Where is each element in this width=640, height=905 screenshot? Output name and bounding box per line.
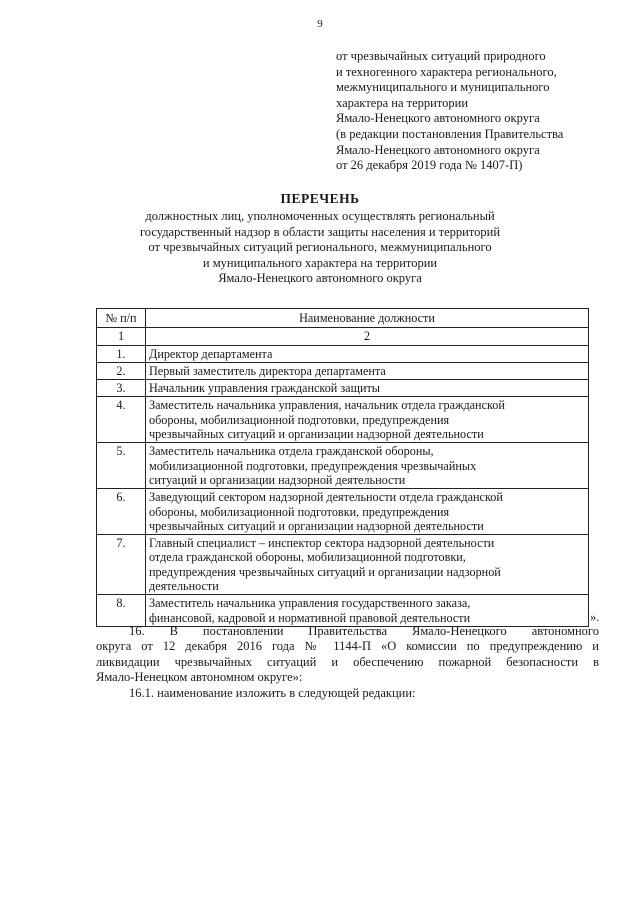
header-note-line: (в редакции постановления Правительства: [336, 126, 564, 141]
page-number: 9: [317, 18, 323, 30]
position-name-line: Заместитель начальника отдела гражданской обороны,: [149, 444, 434, 459]
row-number: 8.: [97, 595, 146, 627]
document-subtitle: [0, 209, 640, 287]
subtitle-line: и муниципального характера на территории: [202, 255, 438, 270]
row-number: 2.: [97, 362, 146, 379]
header-note-line: от 26 декабря 2019 года № 1407-П): [336, 158, 523, 173]
position-name: [146, 345, 589, 362]
row-number: 3.: [97, 380, 146, 397]
header-note-line: Ямало-Ненецкого автономного округа: [336, 111, 540, 126]
position-name-line: Директор департамента: [149, 346, 273, 361]
row-number: 1.: [97, 345, 146, 362]
header-note-line: и техногенного характера регионального,: [336, 64, 557, 79]
position-name: [146, 362, 589, 379]
position-name-line: Заведующий сектором надзорной деятельности отдела гражданской: [149, 490, 503, 505]
position-name-line: отдела гражданской обороны, мобилизационной подготовки,: [149, 550, 466, 565]
closing-quote: ».: [590, 610, 600, 624]
column-header-position: Наименование должности: [146, 309, 589, 328]
position-name-line: чрезвычайных ситуаций и организации надзорной деятельности: [149, 427, 484, 442]
row-number: 4.: [97, 397, 146, 443]
position-name-line: Заместитель начальника управления государственного заказа,: [149, 596, 471, 611]
paragraph-16-line: ликвидации чрезвычайных ситуаций и обеспечению пожарной безопасности в: [96, 654, 599, 669]
index-cell: 2: [146, 328, 589, 345]
position-name-line: обороны, мобилизационной подготовки, предупреждения: [149, 504, 450, 519]
subtitle-line: должностных лиц, уполномоченных осуществлять региональный: [145, 209, 495, 223]
position-name: [146, 397, 589, 443]
row-number: 7.: [97, 535, 146, 595]
header-note-line: Ямало-Ненецкого автономного округа: [336, 142, 540, 157]
subtitle-line: Ямало-Ненецкого автономного округа: [218, 271, 422, 285]
row-number: 6.: [97, 489, 146, 535]
position-name: [146, 380, 589, 397]
header-note-line: характера на территории: [336, 95, 469, 110]
table-row: [97, 345, 589, 362]
body-text: [96, 624, 599, 701]
subtitle-line: государственный надзор в области защиты населения и территорий: [139, 224, 501, 239]
table-header-row: [97, 309, 589, 328]
position-name-line: Первый заместитель директора департамента: [149, 363, 386, 378]
index-cell: 1: [97, 328, 146, 345]
paragraph-16-1: 16.1. наименование изложить в следующей редакции:: [129, 685, 416, 700]
position-name-line: Главный специалист – инспектор сектора надзорной деятельности: [149, 536, 495, 551]
table-row: [97, 595, 589, 627]
position-name: [146, 535, 589, 595]
table-row: [97, 397, 589, 443]
paragraph-16-line: Ямало-Ненецком автономном округе»:: [96, 670, 303, 685]
table-row: [97, 489, 589, 535]
subtitle-line: от чрезвычайных ситуаций регионального, межмуниципального: [148, 240, 492, 254]
table-row: [97, 535, 589, 595]
position-name-line: Начальник управления гражданской защиты: [149, 381, 380, 396]
position-name-line: мобилизационной подготовки, предупреждения чрезвычайных: [149, 458, 477, 473]
position-name-line: ситуаций и организации надзорной деятельности: [149, 472, 406, 487]
column-header-number: № п/п: [97, 309, 146, 328]
table-row: [97, 362, 589, 379]
paragraph-16-line: округа от 12 декабря 2016 года № 1144-П «О комиссии по предупреждению и: [96, 639, 599, 654]
positions-table: [96, 308, 589, 627]
table-row: [97, 443, 589, 489]
table-row: [97, 380, 589, 397]
header-note-line: от чрезвычайных ситуаций природного: [336, 49, 546, 63]
row-number: 5.: [97, 443, 146, 489]
position-name: [146, 489, 589, 535]
position-name-line: финансовой, кадровой и нормативной правовой деятельности: [149, 610, 471, 625]
position-name-line: обороны, мобилизационной подготовки, предупреждения: [149, 412, 450, 427]
position-name-line: деятельности: [149, 579, 219, 594]
position-name-line: Заместитель начальника управления, начальник отдела гражданской: [149, 398, 505, 413]
position-name-line: чрезвычайных ситуаций и организации надзорной деятельности: [149, 518, 484, 533]
position-name: [146, 443, 589, 489]
position-name: [146, 595, 589, 627]
table-index-row: [97, 328, 589, 345]
header-note-line: межмуниципального и муниципального: [336, 80, 550, 95]
document-title: ПЕРЕЧЕНЬ: [280, 191, 360, 206]
header-note: [336, 49, 626, 174]
position-name-line: предупреждения чрезвычайных ситуаций и организации надзорной: [149, 564, 501, 579]
paragraph-16-line: 16. В постановлении Правительства Ямало-Ненецкого автономного: [129, 624, 599, 638]
